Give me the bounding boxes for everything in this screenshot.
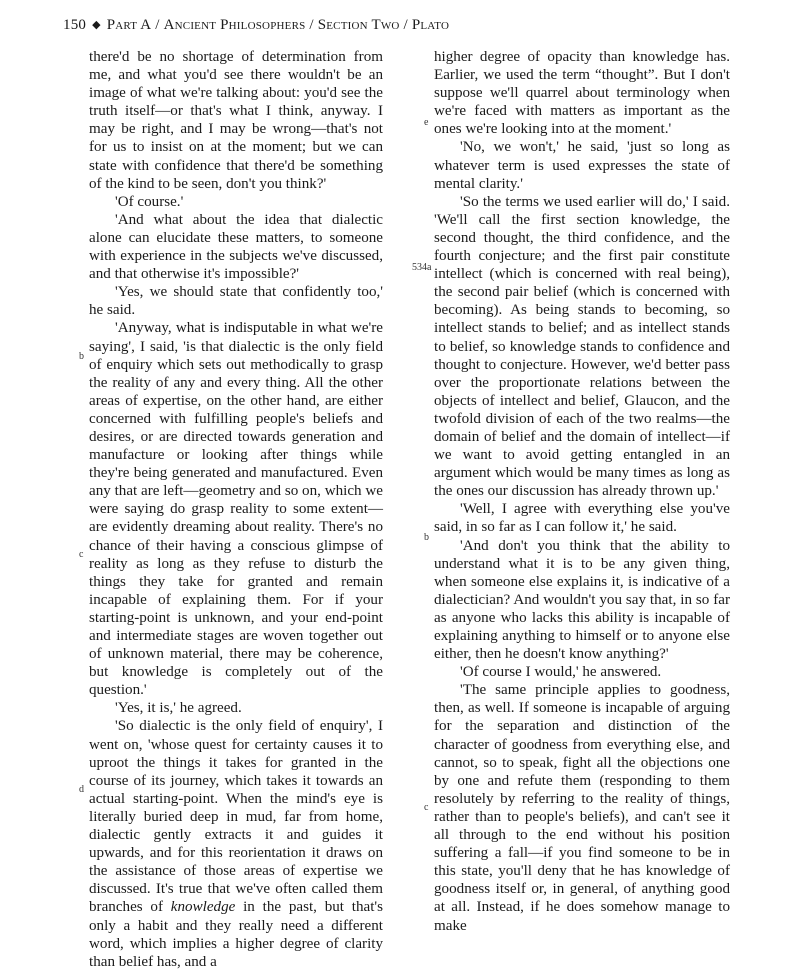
paragraph: there'd be no shortage of determination from me, and what you'd see there wouldn't be an image of what we're talking about: you'd see the truth itself—or that's what I think, anyway. I may be right, and I may be wrong—that's not for us to insist on at the moment; but we can state with confidence that there'd be something of the kind to be seen, don't you think?' [89,49,383,192]
paragraph: 'Anyway, what is indisputable in what we're saying', I said, 'is that dialectic is the only field of enquiry which sets out methodically to grasp the reality of any and every thing. All the other areas of expertise, on the other hand, are either concerned with fulfilling people's beliefs and desires, or are directed towards generation and manufacture or looking after things while they're being generated and manufactured. Even any that are left—geometry and so on, which we were saying do grasp reality to some extent—are evidently dreaming about reality. There's no chance of their having a conscious glimpse of reality as long as they refuse to disturb the things they take for granted and remain incapable of explaining them. For if your starting-point is unknown, and your end-point and intermediate stages are woven together out of unknown material, there may be coherence, but knowledge is completely out of the question.' [89,320,383,699]
stephanus-marker: c [79,549,84,560]
header-part: Part A [106,17,152,33]
running-header [63,17,449,34]
stephanus-marker: c [424,802,429,813]
paragraph: 'So the terms we used earlier will do,' I said. 'We'll call the first section knowledge, the second thought, the third confidence, and the fourth conjecture; and the first pair constitute intellect (which is concerned with real being), the second pair belief (which is concerned with becoming). As being stands to becoming, so intellect stands to belief; and as intellect stands to belief, so knowledge stands to confidence and thought to conjecture. However, we'd better pass over the proportionate relations between the objects of intellect and belief, Glaucon, and the twofold division of each of the two realms—the domain of belief and the domain of intellect—if we want to avoid getting entangled in an argument which would be many times as long as the ones our discussion has already thrown up.' [434,193,730,500]
paragraph: 'And what about the idea that dialectic alone can elucidate these matters, to someone with experience in the subjects we've discussed, and that otherwise it's impossible?' [89,211,383,283]
header-book: Ancient Philosophers [163,17,306,33]
header-separator: / [155,17,160,33]
paragraph: 'And don't you think that the ability to understand what it is to be any given thing, when someone else explains it, is indicative of a dialectician? And wouldn't you say that, in so far as anyone who lacks this ability is incapable of explaining anything to himself or to anyone else either, then he doesn't know anything?' [434,537,730,663]
header-separator: / [309,17,314,33]
paragraph: 'Of course.' [115,193,184,210]
paragraph: higher degree of opacity than knowledge has. Earlier, we used the term “thought”. But I don't suppose we'll quarrel about terminology when we're faced with matters as important as the ones we're looking into at the moment.' [434,49,730,138]
paragraph: 'The same principle applies to goodness, then, as well. If someone is incapable of arguing for the separation and distinction of the character of goodness from everything else, and cannot, so to speak, fight all the objections one by one and refute them (responding to them resolutely by referring to the reality of things, rather than to people's beliefs), and can't see it all through to the end without his position suffering a fall—if you find someone to be in this state, you'll deny that he has knowledge of goodness itself or, in general, of anything good at all. Instead, if he does somehow manage to make [434,682,730,934]
diamond-icon: ◆ [92,19,101,31]
paragraph-text: in the past, but that's only a habit and they really need a different word, which implies a higher degree of clarity than belief has, and a [89,899,383,970]
paragraph: 'Well, I agree with everything else you've said, in so far as I can follow it,' he said. [434,501,730,536]
left-column [89,48,383,971]
paragraph: 'Yes, we should state that confidently too,' he said. [89,284,383,319]
right-column [434,48,730,935]
stephanus-marker: 534a [412,262,432,273]
paragraph-text: 'So dialectic is the only field of enquiry', I went on, 'whose quest for certainty causes it to uproot the things it takes for granted in the course of its journey, which takes it towards an actual starting-point. When the mind's eye is literally buried deep in mud, far from home, dialectic gently extracts it and guides it upwards, and for this reorientation it draws on the assistance of those areas of expertise we discussed. It's true that we've often called them branches of [89,718,383,916]
paragraph: 'No, we won't,' he said, 'just so long as whatever term is used expresses the state of mental clarity.' [434,139,730,192]
paragraph: 'Yes, it is,' he agreed. [115,700,242,717]
stephanus-marker: d [79,784,84,795]
paragraph: 'Of course I would,' he answered. [460,664,662,681]
header-separator: / [403,17,408,33]
paragraph [89,717,383,970]
emphasis-text: knowledge [170,899,236,916]
page-number: 150 [63,17,87,33]
stephanus-marker: e [424,117,429,128]
stephanus-marker: b [424,532,429,543]
header-section: Section Two [317,17,400,33]
header-chapter: Plato [411,17,450,33]
stephanus-marker: b [79,351,84,362]
